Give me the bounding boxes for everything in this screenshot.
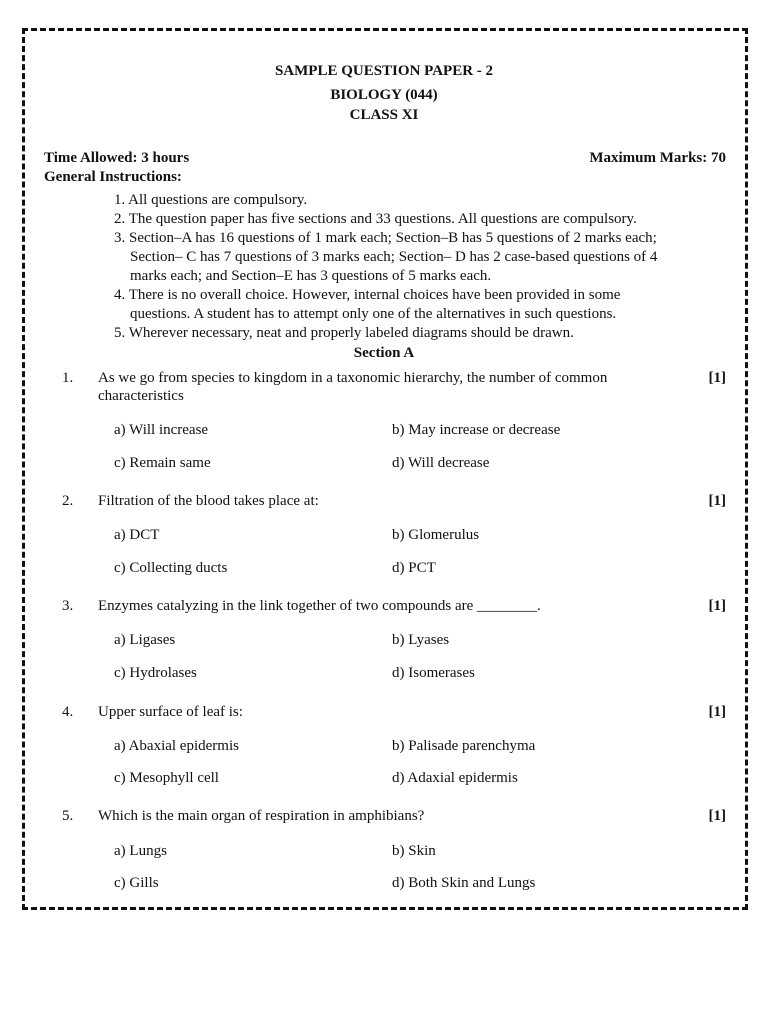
maximum-marks: Maximum Marks: 70 (589, 150, 726, 166)
option-b: b) May increase or decrease (392, 422, 561, 438)
class-title: CLASS XI (349, 107, 419, 123)
question-number: 4. (62, 704, 74, 720)
option-a: a) Will increase (114, 422, 209, 438)
instruction-3-cont-2: marks each; and Section–E has 3 questions of 5 marks each. (130, 268, 492, 284)
section-heading: Section A (353, 345, 415, 361)
option-b: b) Skin (392, 843, 436, 859)
instruction-1: 1. All questions are compulsory. (114, 192, 308, 208)
option-b: b) Glomerulus (392, 527, 480, 543)
instruction-4-cont: questions. A student has to attempt only one of the alternatives in such questions. (130, 306, 617, 322)
question-text: Enzymes catalyzing in the link together of two compounds are ________. (98, 598, 541, 614)
option-a: a) Ligases (114, 632, 176, 648)
instruction-5: 5. Wherever necessary, neat and properly labeled diagrams should be drawn. (114, 325, 574, 341)
option-c: c) Hydrolases (114, 665, 197, 681)
paper-title: SAMPLE QUESTION PAPER - 2 (274, 63, 494, 79)
question-text: As we go from species to kingdom in a taxonomic hierarchy, the number of common (98, 370, 608, 386)
option-d: d) Both Skin and Lungs (392, 875, 536, 891)
option-b: b) Palisade parenchyma (392, 738, 536, 754)
instruction-2: 2. The question paper has five sections and 33 questions. All questions are compulsory. (114, 211, 637, 227)
question-text: Which is the main organ of respiration in amphibians? (98, 808, 425, 824)
question-text-cont: characteristics (98, 388, 184, 404)
question-text: Upper surface of leaf is: (98, 704, 243, 720)
instruction-3-cont-1: Section– C has 7 questions of 3 marks each; Section– D has 2 case-based questions of 4 (130, 249, 658, 265)
question-marks: [1] (708, 808, 726, 824)
option-c: c) Collecting ducts (114, 560, 228, 576)
option-d: d) PCT (392, 560, 436, 576)
instruction-4: 4. There is no overall choice. However, internal choices have been provided in some (114, 287, 621, 303)
option-a: a) Lungs (114, 843, 167, 859)
question-number: 3. (62, 598, 74, 614)
option-a: a) Abaxial epidermis (114, 738, 239, 754)
general-instructions-heading: General Instructions: (44, 169, 182, 185)
option-c: c) Remain same (114, 455, 211, 471)
question-text: Filtration of the blood takes place at: (98, 493, 319, 509)
question-number: 5. (62, 808, 74, 824)
option-a: a) DCT (114, 527, 160, 543)
question-marks: [1] (708, 598, 726, 614)
instruction-3: 3. Section–A has 16 questions of 1 mark each; Section–B has 5 questions of 2 marks each; (114, 230, 657, 246)
time-allowed: Time Allowed: 3 hours (44, 150, 190, 166)
option-c: c) Gills (114, 875, 159, 891)
question-marks: [1] (708, 704, 726, 720)
question-marks: [1] (708, 493, 726, 509)
option-d: d) Will decrease (392, 455, 490, 471)
question-number: 1. (62, 370, 74, 386)
subject-title: BIOLOGY (044) (330, 87, 438, 103)
option-c: c) Mesophyll cell (114, 770, 219, 786)
question-marks: [1] (708, 370, 726, 386)
option-d: d) Adaxial epidermis (392, 770, 518, 786)
question-number: 2. (62, 493, 74, 509)
option-b: b) Lyases (392, 632, 450, 648)
option-d: d) Isomerases (392, 665, 475, 681)
